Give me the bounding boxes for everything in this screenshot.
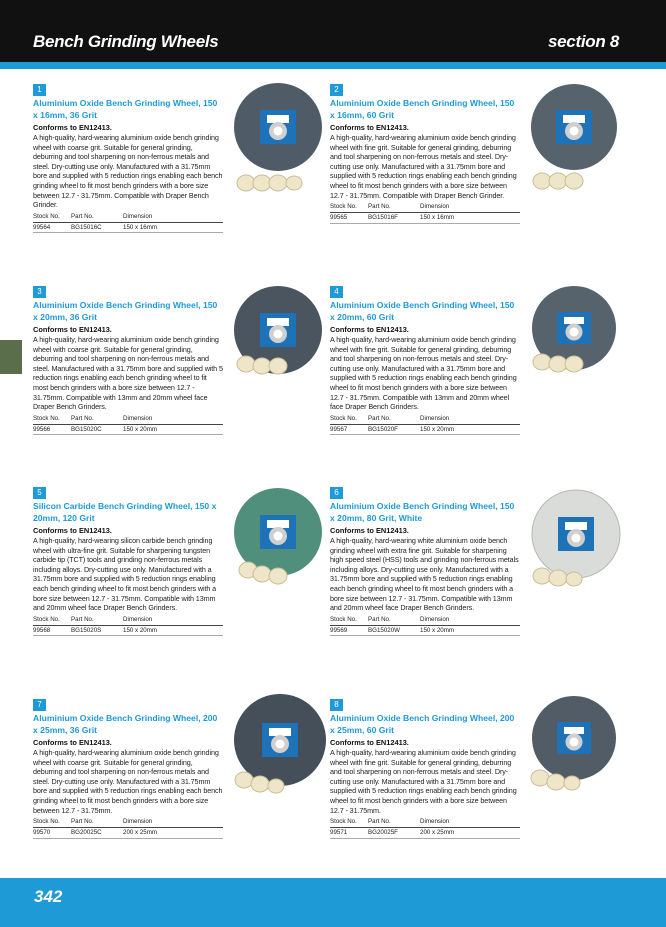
product-number: 5	[33, 487, 46, 499]
dimension-value: 150 x 20mm	[420, 424, 520, 435]
product-number: 4	[330, 286, 343, 298]
part-number: BG15020C	[71, 424, 123, 435]
product-block	[33, 281, 223, 435]
wheel-image	[526, 75, 622, 195]
part-number: BG15020S	[71, 625, 123, 636]
product-block	[330, 281, 520, 435]
dimension-header: Dimension	[420, 818, 520, 828]
dimension-value: 150 x 20mm	[123, 625, 223, 636]
product-description: A high-quality, hard-wearing white aluminium oxide bench grinding wheel with extra fine grit. Suitable for sharpening high speed steel (HSS) tools and grinding non-ferrous metals including alloys. Dry-cutting use only. Manufactured with a 31.75mm bore and supplied with 5 reduction rings enabling each bench grinding wheel to fit most bench grinders with a bore size between 12.7 - 31.75mm. Compatible with 13mm and 20mm wheel face Draper Bench Grinders.	[330, 536, 519, 613]
dimension-value: 150 x 16mm	[123, 222, 223, 233]
part-header: Part No.	[71, 818, 123, 828]
product-title: Aluminium Oxide Bench Grinding Wheel, 150 x 20mm, 60 Grit	[330, 300, 515, 322]
product-block	[330, 79, 520, 224]
wheel-image	[230, 690, 326, 810]
part-header: Part No.	[368, 818, 420, 828]
part-header: Part No.	[71, 415, 123, 425]
product-number: 3	[33, 286, 46, 298]
dimension-header: Dimension	[123, 616, 223, 626]
product-description: A high-quality, hard-wearing aluminium oxide bench grinding wheel with fine grit. Suitable for general grinding, deburring and tool sharpening on non-ferrous metals and steel. Dry-cutting use only. Manufactured with a 31.75mm bore and supplied with 5 reduction rings enabling each bench grinding wheel to fit most bench grinders with a bore size between 12.7 - 31.75mm. Compatible with Draper Bench Grinder.	[330, 133, 517, 200]
dimension-header: Dimension	[420, 616, 520, 626]
spec-table	[33, 818, 223, 839]
part-header: Part No.	[71, 213, 123, 223]
product-block	[33, 79, 223, 233]
part-number: BG20025C	[71, 828, 123, 839]
product-standard: Conforms to EN12413.	[33, 738, 112, 747]
page-footer	[0, 878, 666, 927]
stock-number: 99571	[330, 828, 368, 839]
table-row	[330, 625, 520, 636]
dimension-value: 150 x 16mm	[420, 213, 520, 224]
part-header: Part No.	[368, 616, 420, 626]
product-standard: Conforms to EN12413.	[330, 738, 409, 747]
dimension-value: 150 x 20mm	[123, 424, 223, 435]
stock-number: 99565	[330, 213, 368, 224]
wheel-image	[230, 75, 326, 195]
stock-header: Stock No.	[330, 415, 368, 425]
product-description: A high-quality, hard-wearing aluminium oxide bench grinding wheel with fine grit. Suitable for general grinding, deburring and tool sharpening on non-ferrous metals and steel. Dry-cutting use only. Manufactured with a 31.75mm bore and supplied with 5 reduction rings enabling each bench grinding wheel to fit most bench grinders with a bore size between 12.7 - 31.75mm.	[330, 748, 517, 815]
wheel-image	[526, 690, 622, 810]
spec-table	[330, 415, 520, 436]
dimension-header: Dimension	[123, 213, 223, 223]
product-title: Aluminium Oxide Bench Grinding Wheel, 150 x 16mm, 36 Grit	[33, 98, 218, 120]
section-side-tab	[0, 340, 22, 374]
stock-number: 99564	[33, 222, 71, 233]
dimension-value: 200 x 25mm	[123, 828, 223, 839]
product-block	[330, 694, 520, 839]
dimension-value: 150 x 20mm	[420, 625, 520, 636]
part-number: BG15016F	[368, 213, 420, 224]
spec-table	[33, 415, 223, 436]
part-header: Part No.	[71, 616, 123, 626]
product-title: Silicon Carbide Bench Grinding Wheel, 150 x 20mm, 120 Grit	[33, 501, 217, 523]
product-block	[33, 482, 223, 636]
product-standard: Conforms to EN12413.	[33, 325, 112, 334]
spec-table	[330, 616, 520, 637]
product-description: A high-quality, hard-wearing aluminium oxide bench grinding wheel with coarse grit. Suitable for general grinding, deburring and tool sharpening on non-ferrous metals and steel. Manufactured with a 31.75mm bore and supplied with 5 reduction rings enabling each bench grinding wheel to fit most bench grinders with a bore size between 12.7 - 31.75mm. Compatible with 13mm and 20mm wheel face Draper Bench Grinders.	[33, 335, 223, 412]
stock-number: 99566	[33, 424, 71, 435]
part-number: BG15016C	[71, 222, 123, 233]
product-standard: Conforms to EN12413.	[33, 526, 112, 535]
product-title: Aluminium Oxide Bench Grinding Wheel, 200 x 25mm, 60 Grit	[330, 713, 515, 735]
stock-header: Stock No.	[330, 203, 368, 213]
part-header: Part No.	[368, 203, 420, 213]
wheel-image	[526, 282, 622, 402]
stock-header: Stock No.	[33, 213, 71, 223]
table-row	[33, 424, 223, 435]
table-row	[33, 625, 223, 636]
part-number: BG15020F	[368, 424, 420, 435]
dimension-header: Dimension	[420, 203, 520, 213]
part-number: BG20025F	[368, 828, 420, 839]
dimension-header: Dimension	[123, 818, 223, 828]
product-block	[33, 694, 223, 839]
stock-number: 99568	[33, 625, 71, 636]
product-standard: Conforms to EN12413.	[330, 123, 409, 132]
page-header	[0, 0, 666, 62]
wheel-image	[230, 484, 326, 604]
page-title: Bench Grinding Wheels	[33, 32, 219, 51]
page-number: 342	[34, 887, 63, 906]
stock-header: Stock No.	[33, 616, 71, 626]
table-row	[33, 222, 223, 233]
spec-table	[33, 213, 223, 234]
product-title: Aluminium Oxide Bench Grinding Wheel, 150 x 20mm, 36 Grit	[33, 300, 218, 322]
dimension-value: 200 x 25mm	[420, 828, 520, 839]
product-number: 8	[330, 699, 343, 711]
table-row	[33, 828, 223, 839]
dimension-header: Dimension	[420, 415, 520, 425]
product-standard: Conforms to EN12413.	[330, 325, 409, 334]
table-row	[330, 424, 520, 435]
stock-header: Stock No.	[330, 616, 368, 626]
dimension-header: Dimension	[123, 415, 223, 425]
section-label: section 8	[548, 32, 619, 51]
stock-header: Stock No.	[33, 415, 71, 425]
product-number: 2	[330, 84, 343, 96]
spec-table	[330, 203, 520, 224]
product-description: A high-quality, hard-wearing aluminium oxide bench grinding wheel with coarse grit. Suitable for general grinding, deburring and tool sharpening on non-ferrous metals and steel. Dry-cutting use only. Manufactured with a 31.75mm bore and supplied with 5 reduction rings enabling each bench grinding wheel to fit most bench grinders with a bore size between 12.7 - 31.75mm.	[33, 748, 223, 815]
product-number: 6	[330, 487, 343, 499]
stock-header: Stock No.	[330, 818, 368, 828]
spec-table	[33, 616, 223, 637]
wheel-image	[526, 484, 622, 604]
stock-number: 99567	[330, 424, 368, 435]
product-description: A high-quality, hard-wearing silicon carbide bench grinding wheel with ultra-fine grit. Suitable for sharpening tungsten carbide tip (TCT) tools and grinding non-ferrous metals including alloys. Dry-cutting use only. Manufactured with a 31.75mm bore and supplied with 5 reduction rings enabling each bench grinding wheel to fit most bench grinders with a bore size between 12.7 - 31.75mm. Compatible with 13mm and 20mm wheel face Draper Bench Grinders.	[33, 536, 217, 613]
product-number: 1	[33, 84, 46, 96]
product-block	[330, 482, 520, 636]
product-title: Aluminium Oxide Bench Grinding Wheel, 200 x 25mm, 36 Grit	[33, 713, 218, 735]
product-number: 7	[33, 699, 46, 711]
product-standard: Conforms to EN12413.	[330, 526, 409, 535]
part-header: Part No.	[368, 415, 420, 425]
product-title: Aluminium Oxide Bench Grinding Wheel, 150 x 20mm, 80 Grit, White	[330, 501, 515, 523]
product-description: A high-quality, hard-wearing aluminium oxide bench grinding wheel with coarse grit. Suitable for general grinding, deburring and tool sharpening on non-ferrous metals and steel. Dry-cutting use only. Manufactured with a 31.75mm bore and supplied with 5 reduction rings enabling each bench grinding wheel to fit most bench grinders with a bore size between 12.7 - 31.75mm. Compatible with Draper Bench Grinder.	[33, 133, 223, 210]
stock-number: 99569	[330, 625, 368, 636]
header-divider	[0, 62, 666, 69]
product-standard: Conforms to EN12413.	[33, 123, 112, 132]
wheel-image	[230, 282, 326, 402]
spec-table	[330, 818, 520, 839]
table-row	[330, 213, 520, 224]
part-number: BG15020W	[368, 625, 420, 636]
product-description: A high-quality, hard-wearing aluminium oxide bench grinding wheel with fine grit. Suitable for general grinding, deburring and tool sharpening on non-ferrous metals and steel. Dry-cutting use only. Manufactured with a 31.75mm bore and supplied with 5 reduction rings enabling each bench grinding wheel to fit most bench grinders with a bore size between 12.7 - 31.75mm. Compatible with 13mm and 20mm wheel face Draper Bench Grinders.	[330, 335, 517, 412]
stock-number: 99570	[33, 828, 71, 839]
table-row	[330, 828, 520, 839]
stock-header: Stock No.	[33, 818, 71, 828]
product-title: Aluminium Oxide Bench Grinding Wheel, 150 x 16mm, 60 Grit	[330, 98, 515, 120]
